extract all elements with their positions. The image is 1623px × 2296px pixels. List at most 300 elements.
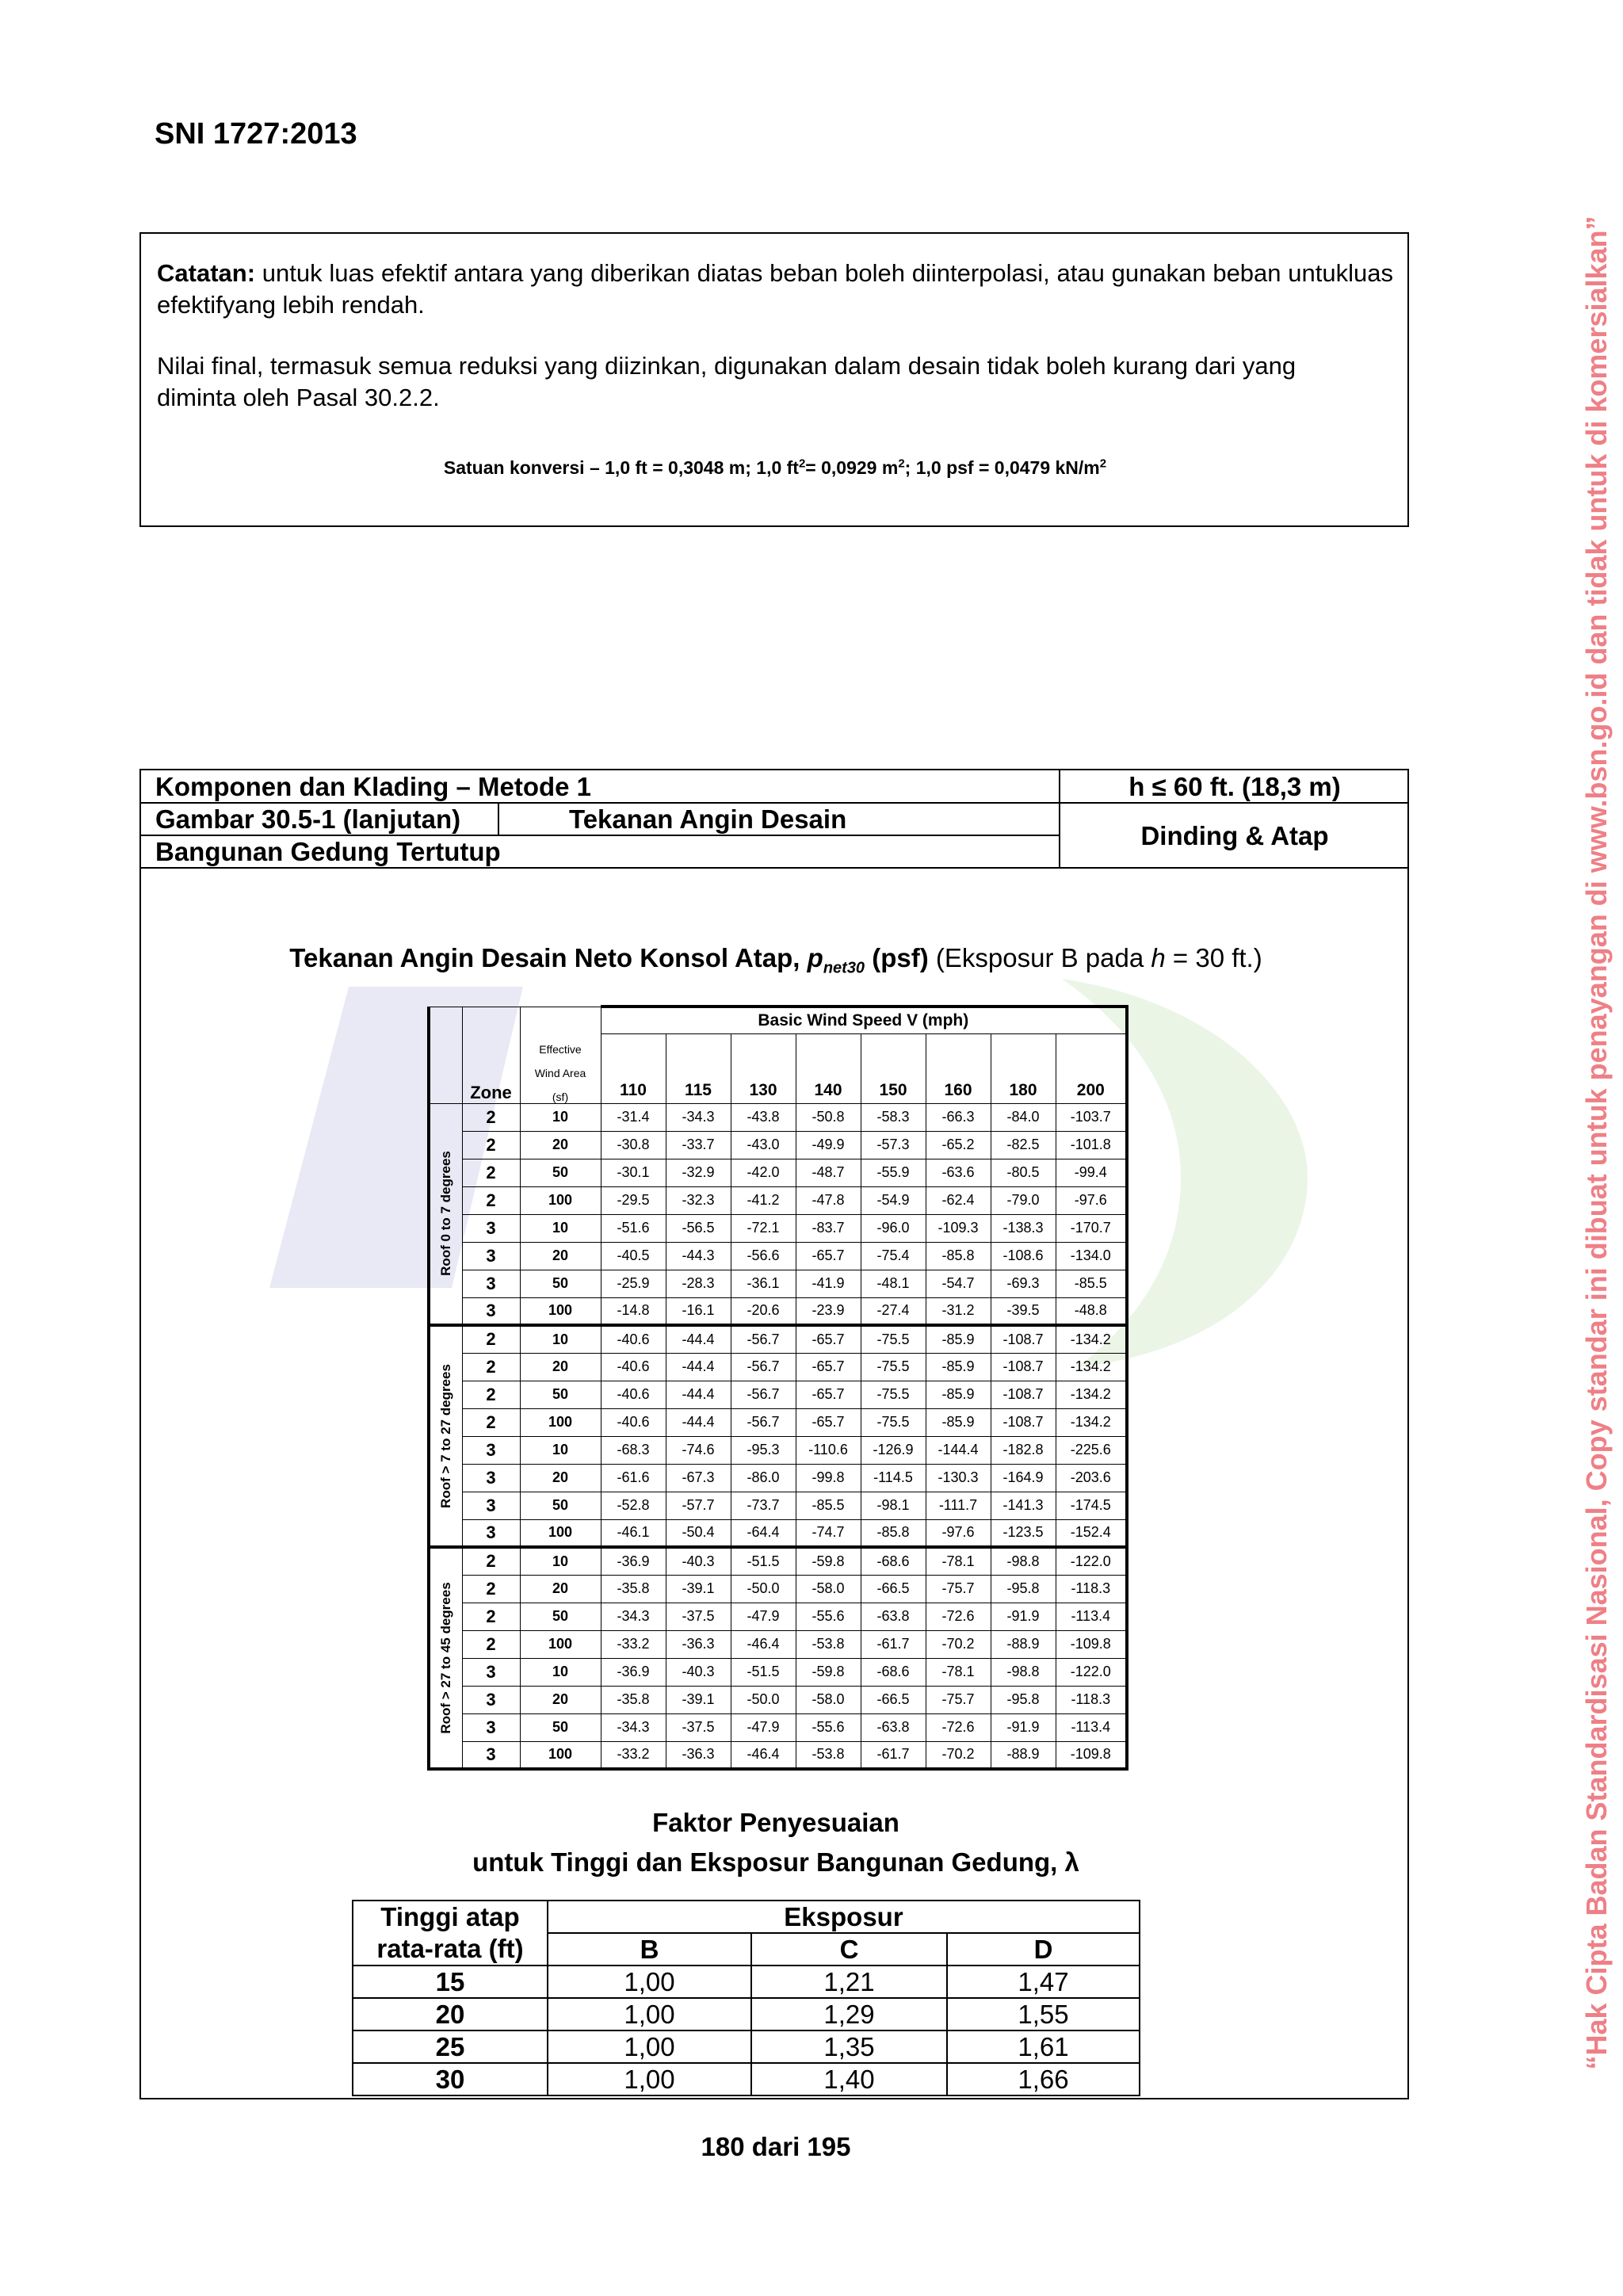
- zone-cell: 3: [462, 1242, 520, 1270]
- pressure-value: -34.3: [601, 1713, 666, 1741]
- pressure-value: -40.6: [601, 1408, 666, 1436]
- pressure-value: -164.9: [991, 1464, 1056, 1492]
- pressure-value: -55.6: [796, 1713, 861, 1741]
- pressure-value: -72.6: [926, 1603, 991, 1630]
- factor-value: 1,00: [548, 1966, 751, 1998]
- note-paragraph-2: Nilai final, termasuk semua reduksi yang diizinkan, digunakan dalam desain tidak boleh kurang dari yang diminta oleh Pasal 30.2.2.: [157, 352, 1296, 411]
- zone-cell: 2: [462, 1603, 520, 1630]
- table-row: [429, 1325, 1127, 1353]
- pressure-value: -39.5: [991, 1297, 1056, 1325]
- area-cell: 10: [520, 1436, 601, 1464]
- note-box: [139, 232, 1409, 527]
- figure-frame: [139, 769, 1409, 2099]
- pressure-value: -122.0: [1056, 1547, 1127, 1575]
- pressure-value: -56.7: [731, 1353, 796, 1381]
- height-cell: 15: [353, 1966, 548, 1998]
- pressure-value: -134.0: [1056, 1242, 1127, 1270]
- factor-value: 1,61: [947, 2030, 1140, 2063]
- pressure-value: -75.4: [861, 1242, 926, 1270]
- area-cell: 20: [520, 1131, 601, 1159]
- pressure-value: -56.7: [731, 1408, 796, 1436]
- pressure-value: -134.2: [1056, 1353, 1127, 1381]
- pressure-value: -95.8: [991, 1686, 1056, 1713]
- area-cell: 20: [520, 1575, 601, 1603]
- pressure-value: -63.6: [926, 1159, 991, 1186]
- pressure-value: -40.3: [666, 1658, 731, 1686]
- area-cell: 20: [520, 1353, 601, 1381]
- pressure-value: -56.7: [731, 1325, 796, 1353]
- pressure-value: -80.5: [991, 1159, 1056, 1186]
- pressure-value: -40.6: [601, 1381, 666, 1408]
- divider: [498, 802, 499, 835]
- document-id: SNI 1727:2013: [155, 117, 357, 151]
- pressure-value: -47.9: [731, 1713, 796, 1741]
- area-cell: 100: [520, 1408, 601, 1436]
- zone-cell: 2: [462, 1131, 520, 1159]
- pressure-value: -68.3: [601, 1436, 666, 1464]
- pressure-value: -25.9: [601, 1270, 666, 1297]
- pressure-value: -70.2: [926, 1741, 991, 1769]
- pressure-value: -118.3: [1056, 1575, 1127, 1603]
- table-row: [429, 1519, 1127, 1547]
- pressure-value: -50.8: [796, 1103, 861, 1131]
- pressure-value: -37.5: [666, 1713, 731, 1741]
- area-cell: 50: [520, 1603, 601, 1630]
- pressure-value: -32.9: [666, 1159, 731, 1186]
- pressure-value: -88.9: [991, 1741, 1056, 1769]
- pressure-value: -74.6: [666, 1436, 731, 1464]
- area-header: Effective Wind Area (sf): [520, 1007, 601, 1103]
- pressure-value: -39.1: [666, 1575, 731, 1603]
- area-cell: 50: [520, 1270, 601, 1297]
- factor-value: 1,40: [751, 2063, 947, 2095]
- pressure-value: -40.3: [666, 1547, 731, 1575]
- pressure-value: -75.7: [926, 1575, 991, 1603]
- height-header: Tinggi atap rata-rata (ft): [353, 1901, 548, 1966]
- note-label: Catatan:: [157, 259, 256, 287]
- pressure-value: -108.7: [991, 1353, 1056, 1381]
- pressure-value: -85.9: [926, 1408, 991, 1436]
- pressure-value: -40.6: [601, 1353, 666, 1381]
- zone-cell: 3: [462, 1436, 520, 1464]
- pressure-value: -55.9: [861, 1159, 926, 1186]
- table-row: [429, 1741, 1127, 1769]
- zone-cell: 2: [462, 1575, 520, 1603]
- pressure-value: -31.4: [601, 1103, 666, 1131]
- factor-value: 1,55: [947, 1998, 1140, 2030]
- pressure-value: -46.4: [731, 1741, 796, 1769]
- factor-value: 1,21: [751, 1966, 947, 1998]
- pressure-value: -134.2: [1056, 1381, 1127, 1408]
- pressure-value: -95.8: [991, 1575, 1056, 1603]
- pressure-value: -43.8: [731, 1103, 796, 1131]
- copyright-watermark: “Hak Cipta Badan Standardisasi Nasional, Copy standar ini dibuat untuk penayangan di www.bsn.go.id dan tidak untuk di komersialkan”: [1580, 216, 1613, 2070]
- divider: [141, 835, 1060, 836]
- pressure-value: -46.4: [731, 1630, 796, 1658]
- area-cell: 20: [520, 1464, 601, 1492]
- area-cell: 10: [520, 1103, 601, 1131]
- pressure-value: -48.8: [1056, 1297, 1127, 1325]
- pressure-table: [427, 1005, 1128, 1771]
- zone-cell: 3: [462, 1464, 520, 1492]
- pressure-value: -108.7: [991, 1325, 1056, 1353]
- pressure-value: -88.9: [991, 1630, 1056, 1658]
- table-row: [353, 2030, 1140, 2063]
- table-row: [429, 1436, 1127, 1464]
- pressure-value: -79.0: [991, 1186, 1056, 1214]
- pressure-value: -86.0: [731, 1464, 796, 1492]
- table-row: [429, 1547, 1127, 1575]
- pressure-value: -33.2: [601, 1630, 666, 1658]
- area-cell: 10: [520, 1214, 601, 1242]
- pressure-value: -82.5: [991, 1131, 1056, 1159]
- pressure-value: -113.4: [1056, 1713, 1127, 1741]
- pressure-value: -85.5: [1056, 1270, 1127, 1297]
- height-cell: 25: [353, 2030, 548, 2063]
- pressure-value: -50.0: [731, 1686, 796, 1713]
- pressure-value: -54.7: [926, 1270, 991, 1297]
- factor-value: 1,35: [751, 2030, 947, 2063]
- pressure-value: -51.6: [601, 1214, 666, 1242]
- pressure-value: -57.3: [861, 1131, 926, 1159]
- pressure-value: -67.3: [666, 1464, 731, 1492]
- pressure-value: -41.9: [796, 1270, 861, 1297]
- speed-200: 200: [1056, 1033, 1127, 1103]
- divider: [1059, 770, 1060, 867]
- pressure-value: -36.3: [666, 1630, 731, 1658]
- pressure-value: -75.5: [861, 1381, 926, 1408]
- pressure-value: -85.9: [926, 1325, 991, 1353]
- pressure-value: -37.5: [666, 1603, 731, 1630]
- exposure-C: C: [751, 1933, 947, 1966]
- zone-header: Zone: [462, 1007, 520, 1103]
- table-row: [429, 1713, 1127, 1741]
- pressure-value: -98.8: [991, 1547, 1056, 1575]
- speed-180: 180: [991, 1033, 1056, 1103]
- pressure-value: -29.5: [601, 1186, 666, 1214]
- pressure-value: -225.6: [1056, 1436, 1127, 1464]
- pressure-value: -58.3: [861, 1103, 926, 1131]
- table-row: [429, 1186, 1127, 1214]
- zone-cell: 2: [462, 1325, 520, 1353]
- speed-header: Basic Wind Speed V (mph): [601, 1007, 1127, 1033]
- zone-cell: 2: [462, 1186, 520, 1214]
- figure-part: Dinding & Atap: [1140, 821, 1329, 850]
- pressure-value: -44.4: [666, 1381, 731, 1408]
- area-cell: 20: [520, 1686, 601, 1713]
- factor-title: Faktor Penyesuaian untuk Tinggi dan Eksposur Bangunan Gedung, λ: [472, 1808, 1079, 1877]
- pressure-value: -108.7: [991, 1381, 1056, 1408]
- pressure-value: -28.3: [666, 1270, 731, 1297]
- pressure-value: -23.9: [796, 1297, 861, 1325]
- factor-value: 1,47: [947, 1966, 1140, 1998]
- pressure-value: -48.7: [796, 1159, 861, 1186]
- pressure-value: -66.5: [861, 1686, 926, 1713]
- conversion-units: Satuan konversi – 1,0 ft = 0,3048 m; 1,0 $ft^2= 0,0929$ $m^2$; 1,0 psf = 0,0479 $kN/m^2$: [443, 457, 1107, 478]
- pressure-value: -97.6: [1056, 1186, 1127, 1214]
- pressure-value: -99.4: [1056, 1159, 1127, 1186]
- speed-110: 110: [601, 1033, 666, 1103]
- pressure-value: -30.1: [601, 1159, 666, 1186]
- pressure-value: -68.6: [861, 1547, 926, 1575]
- pressure-value: -48.1: [861, 1270, 926, 1297]
- pressure-value: -70.2: [926, 1630, 991, 1658]
- area-cell: 100: [520, 1630, 601, 1658]
- height-cell: 30: [353, 2063, 548, 2095]
- zone-cell: 2: [462, 1159, 520, 1186]
- table-row: [429, 1492, 1127, 1519]
- area-cell: 100: [520, 1297, 601, 1325]
- pressure-value: -134.2: [1056, 1408, 1127, 1436]
- pressure-value: -72.1: [731, 1214, 796, 1242]
- pressure-value: -65.7: [796, 1381, 861, 1408]
- pressure-value: -65.7: [796, 1408, 861, 1436]
- zone-cell: 3: [462, 1519, 520, 1547]
- pressure-value: -98.1: [861, 1492, 926, 1519]
- pressure-value: -51.5: [731, 1547, 796, 1575]
- pressure-value: -52.8: [601, 1492, 666, 1519]
- table-row: [429, 1270, 1127, 1297]
- pressure-value: -27.4: [861, 1297, 926, 1325]
- pressure-value: -108.6: [991, 1242, 1056, 1270]
- pressure-value: -75.5: [861, 1353, 926, 1381]
- pressure-value: -130.3: [926, 1464, 991, 1492]
- table-row: [429, 1658, 1127, 1686]
- figure-number: Gambar 30.5-1 (lanjutan): [155, 804, 461, 834]
- area-cell: 100: [520, 1186, 601, 1214]
- pressure-value: -47.9: [731, 1603, 796, 1630]
- pressure-value: -61.7: [861, 1741, 926, 1769]
- pressure-value: -30.8: [601, 1131, 666, 1159]
- table-row: [429, 1214, 1127, 1242]
- zone-cell: 3: [462, 1214, 520, 1242]
- factor-value: 1,00: [548, 2063, 751, 2095]
- roof-group-label: Roof > 27 to 45 degrees: [429, 1547, 462, 1769]
- zone-cell: 2: [462, 1353, 520, 1381]
- pressure-value: -122.0: [1056, 1658, 1127, 1686]
- pressure-value: -56.5: [666, 1214, 731, 1242]
- pressure-value: -65.7: [796, 1242, 861, 1270]
- area-cell: 100: [520, 1519, 601, 1547]
- pressure-value: -42.0: [731, 1159, 796, 1186]
- area-cell: 10: [520, 1325, 601, 1353]
- pressure-value: -73.7: [731, 1492, 796, 1519]
- divider: [141, 802, 1409, 804]
- zone-cell: 2: [462, 1547, 520, 1575]
- pressure-value: -113.4: [1056, 1603, 1127, 1630]
- pressure-value: -97.6: [926, 1519, 991, 1547]
- pressure-value: -65.2: [926, 1131, 991, 1159]
- building-type: Bangunan Gedung Tertutup: [155, 837, 501, 866]
- table-row: [429, 1297, 1127, 1325]
- zone-cell: 3: [462, 1297, 520, 1325]
- pressure-value: -65.7: [796, 1353, 861, 1381]
- table-row: [429, 1603, 1127, 1630]
- height-cell: 20: [353, 1998, 548, 2030]
- exposure-header: Eksposur: [548, 1901, 1140, 1933]
- pressure-value: -50.4: [666, 1519, 731, 1547]
- exposure-D: D: [947, 1933, 1140, 1966]
- area-cell: 10: [520, 1547, 601, 1575]
- pressure-value: -170.7: [1056, 1214, 1127, 1242]
- area-cell: 100: [520, 1741, 601, 1769]
- pressure-value: -14.8: [601, 1297, 666, 1325]
- pressure-value: -75.7: [926, 1686, 991, 1713]
- table-row: [353, 2063, 1140, 2095]
- pressure-value: -75.5: [861, 1325, 926, 1353]
- pressure-value: -62.4: [926, 1186, 991, 1214]
- pressure-value: -55.6: [796, 1603, 861, 1630]
- area-cell: 50: [520, 1713, 601, 1741]
- pressure-value: -98.8: [991, 1658, 1056, 1686]
- pressure-value: -103.7: [1056, 1103, 1127, 1131]
- table-row: [429, 1408, 1127, 1436]
- pressure-value: -61.6: [601, 1464, 666, 1492]
- table-row: [429, 1630, 1127, 1658]
- pressure-value: -58.0: [796, 1575, 861, 1603]
- pressure-value: -123.5: [991, 1519, 1056, 1547]
- pressure-value: -16.1: [666, 1297, 731, 1325]
- zone-cell: 3: [462, 1658, 520, 1686]
- pressure-value: -43.0: [731, 1131, 796, 1159]
- pressure-value: -85.5: [796, 1492, 861, 1519]
- speed-160: 160: [926, 1033, 991, 1103]
- pressure-value: -101.8: [1056, 1131, 1127, 1159]
- pressure-value: -111.7: [926, 1492, 991, 1519]
- pressure-value: -74.7: [796, 1519, 861, 1547]
- pressure-value: -35.8: [601, 1686, 666, 1713]
- pressure-value: -34.3: [666, 1103, 731, 1131]
- zone-cell: 3: [462, 1741, 520, 1769]
- pressure-value: -83.7: [796, 1214, 861, 1242]
- table-row: [429, 1103, 1127, 1131]
- roof-group-label: Roof > 7 to 27 degrees: [429, 1325, 462, 1547]
- pressure-value: -78.1: [926, 1658, 991, 1686]
- area-cell: 50: [520, 1381, 601, 1408]
- pressure-value: -35.8: [601, 1575, 666, 1603]
- pressure-value: -64.4: [731, 1519, 796, 1547]
- pressure-value: -203.6: [1056, 1464, 1127, 1492]
- pressure-value: -31.2: [926, 1297, 991, 1325]
- pressure-value: -47.8: [796, 1186, 861, 1214]
- table-row: [429, 1159, 1127, 1186]
- pressure-table-title: Tekanan Angin Desain Neto Konsol Atap, $p_{net30}$ (psf) (Eksposur B pada h = 30 ft.): [289, 943, 1262, 977]
- pressure-value: -58.0: [796, 1686, 861, 1713]
- area-cell: 20: [520, 1242, 601, 1270]
- pressure-value: -53.8: [796, 1741, 861, 1769]
- figure-method: Komponen dan Klading – Metode 1: [155, 772, 592, 801]
- zone-cell: 2: [462, 1381, 520, 1408]
- pressure-value: -32.3: [666, 1186, 731, 1214]
- pressure-value: -36.9: [601, 1547, 666, 1575]
- pressure-value: -138.3: [991, 1214, 1056, 1242]
- zone-cell: 3: [462, 1270, 520, 1297]
- pressure-value: -51.5: [731, 1658, 796, 1686]
- pressure-value: -126.9: [861, 1436, 926, 1464]
- table-row: [429, 1353, 1127, 1381]
- page-number: 180 dari 195: [701, 2132, 851, 2161]
- zone-cell: 3: [462, 1713, 520, 1741]
- note-paragraph-1: [157, 258, 1393, 321]
- roof-group-label: Roof 0 to 7 degrees: [429, 1103, 462, 1325]
- area-cell: 50: [520, 1492, 601, 1519]
- zone-cell: 3: [462, 1492, 520, 1519]
- pressure-value: -108.7: [991, 1408, 1056, 1436]
- pressure-value: -85.8: [926, 1242, 991, 1270]
- factor-value: 1,00: [548, 2030, 751, 2063]
- pressure-value: -96.0: [861, 1214, 926, 1242]
- pressure-value: -61.7: [861, 1630, 926, 1658]
- pressure-value: -85.9: [926, 1353, 991, 1381]
- zone-cell: 2: [462, 1630, 520, 1658]
- pressure-value: -134.2: [1056, 1325, 1127, 1353]
- pressure-value: -36.9: [601, 1658, 666, 1686]
- speed-150: 150: [861, 1033, 926, 1103]
- table-row: [353, 1998, 1140, 2030]
- factor-value: 1,29: [751, 1998, 947, 2030]
- pressure-value: -20.6: [731, 1297, 796, 1325]
- pressure-value: -118.3: [1056, 1686, 1127, 1713]
- pressure-value: -84.0: [991, 1103, 1056, 1131]
- pressure-value: -68.6: [861, 1658, 926, 1686]
- table-row: [429, 1575, 1127, 1603]
- pressure-value: -56.7: [731, 1381, 796, 1408]
- pressure-value: -75.5: [861, 1408, 926, 1436]
- pressure-value: -109.3: [926, 1214, 991, 1242]
- pressure-value: -114.5: [861, 1464, 926, 1492]
- pressure-value: -36.1: [731, 1270, 796, 1297]
- area-cell: 50: [520, 1159, 601, 1186]
- pressure-value: -85.8: [861, 1519, 926, 1547]
- table-row: [429, 1686, 1127, 1713]
- factor-table: [352, 1900, 1140, 2096]
- pressure-value: -174.5: [1056, 1492, 1127, 1519]
- note-text-1: untuk luas efektif antara yang diberikan diatas beban boleh diinterpolasi, atau gunakan beban untukluas efektifyang lebih rendah.: [157, 259, 1393, 319]
- divider: [141, 867, 1409, 869]
- group-header-blank: [429, 1007, 462, 1103]
- pressure-value: -110.6: [796, 1436, 861, 1464]
- area-cell: 10: [520, 1658, 601, 1686]
- pressure-value: -182.8: [991, 1436, 1056, 1464]
- pressure-value: -44.4: [666, 1353, 731, 1381]
- figure-title: Tekanan Angin Desain: [569, 804, 847, 834]
- pressure-value: -44.4: [666, 1325, 731, 1353]
- pressure-value: -91.9: [991, 1603, 1056, 1630]
- pressure-value: -152.4: [1056, 1519, 1127, 1547]
- pressure-value: -57.7: [666, 1492, 731, 1519]
- table-row: [429, 1381, 1127, 1408]
- pressure-value: -69.3: [991, 1270, 1056, 1297]
- pressure-value: -40.6: [601, 1325, 666, 1353]
- pressure-value: -50.0: [731, 1575, 796, 1603]
- pressure-value: -54.9: [861, 1186, 926, 1214]
- pressure-value: -144.4: [926, 1436, 991, 1464]
- factor-value: 1,66: [947, 2063, 1140, 2095]
- pressure-value: -46.1: [601, 1519, 666, 1547]
- factor-value: 1,00: [548, 1998, 751, 2030]
- pressure-value: -33.2: [601, 1741, 666, 1769]
- pressure-value: -53.8: [796, 1630, 861, 1658]
- pressure-value: -44.3: [666, 1242, 731, 1270]
- pressure-value: -109.8: [1056, 1741, 1127, 1769]
- pressure-value: -65.7: [796, 1325, 861, 1353]
- table-row: [429, 1131, 1127, 1159]
- pressure-value: -141.3: [991, 1492, 1056, 1519]
- pressure-value: -95.3: [731, 1436, 796, 1464]
- pressure-value: -44.4: [666, 1408, 731, 1436]
- zone-cell: 2: [462, 1408, 520, 1436]
- speed-115: 115: [666, 1033, 731, 1103]
